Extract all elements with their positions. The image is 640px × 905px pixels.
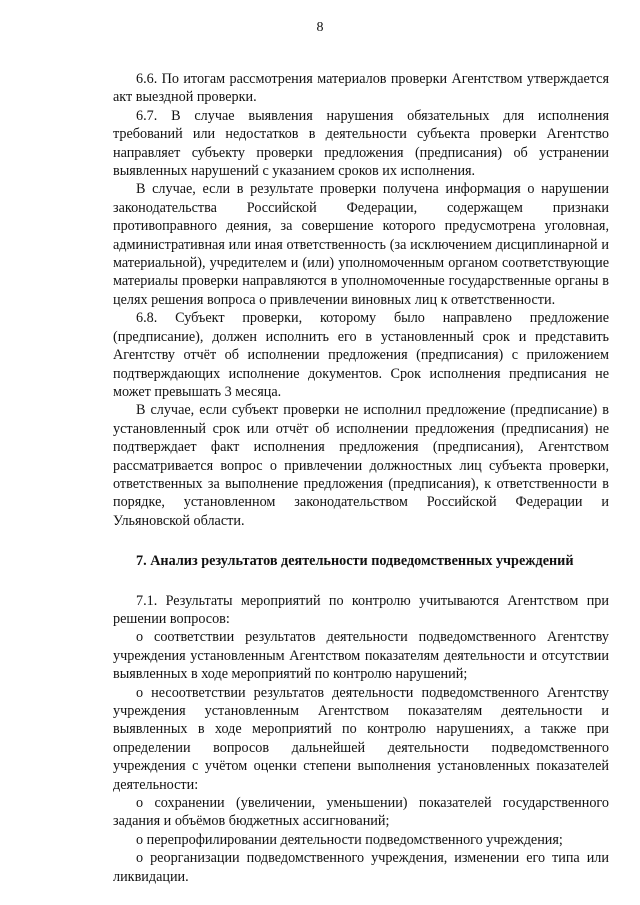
paragraph-non-fulfillment: В случае, если субъект проверки не исполнил предложение (предписание) в установленный срок или отчёт об исполнении предложения (предписания) не подтверждает факт исполнения предложения (предписания), Агентством рассматривается вопрос о привлечении должностных лиц субъекта проверки, ответственных за выполнение предложения (предписания), к ответственности в порядке, установленном законодательством Российской Федерации и Ульяновской области. bbox=[113, 402, 609, 529]
paragraph-7-1: 7.1. Результаты мероприятий по контролю учитываются Агентством при решении вопросов: bbox=[113, 592, 609, 627]
list-item-reprofiling: о перепрофилировании деятельности подведомственного учреждения; bbox=[136, 831, 563, 848]
page-number: 8 bbox=[316, 20, 324, 35]
list-item-non-compliance: о несоответствии результатов деятельности подведомственного Агентству учреждения установленным Агентством показателям деятельности и выявленных в ходе мероприятий по контролю нарушениях, а также при определении вопросов дальнейшей деятельности подведомственного учреждения с учётом оценки степени выполнения установленных показателей деятельности: bbox=[113, 684, 609, 793]
document-body bbox=[113, 70, 609, 886]
paragraph-criminal-liability: В случае, если в результате проверки получена информация о нарушении законодательства Российской Федерации, содержащем признаки противоправного деяния, за совершение которого предусмотрена уголовная, административная или иная ответственность (за исключением дисциплинарной и материальной), учредителем и (или) уполномоченным органом соответствующие материалы проверки направляются в уполномоченные государственные органы в целях решения вопроса о привлечении виновных лиц к ответственности. bbox=[113, 181, 609, 308]
paragraph-6-7: 6.7. В случае выявления нарушения обязательных для исполнения требований или недостатков в деятельности субъекта проверки Агентство направляет субъекту проверки предложения (предписания) об устранении выявленных нарушений с указанием сроков их исполнения. bbox=[113, 107, 609, 180]
paragraph-6-8: 6.8. Субъект проверки, которому было направлено предложение (предписание), должен исполнить его в установленный срок и представить Агентству отчёт об исполнении предложения (предписания) с приложением подтверждающих исполнение документов. Срок исполнения предписания не может превышать 3 месяца. bbox=[113, 310, 609, 400]
list-item-reorganization: о реорганизации подведомственного учреждения, изменении его типа или ликвидации. bbox=[113, 850, 609, 885]
section-heading: 7. Анализ результатов деятельности подведомственных учреждений bbox=[136, 553, 574, 570]
paragraph-6-6: 6.6. По итогам рассмотрения материалов проверки Агентством утверждается акт выездной проверки. bbox=[113, 71, 609, 106]
list-item-compliance: о соответствии результатов деятельности подведомственного Агентству учреждения установленным Агентством показателям деятельности и отсутствии выявленных в ходе мероприятий по контролю нарушений; bbox=[113, 629, 609, 683]
list-item-preserve-indicators: о сохранении (увеличении, уменьшении) показателей государственного задания и объёмов бюджетных ассигнований; bbox=[113, 795, 609, 830]
